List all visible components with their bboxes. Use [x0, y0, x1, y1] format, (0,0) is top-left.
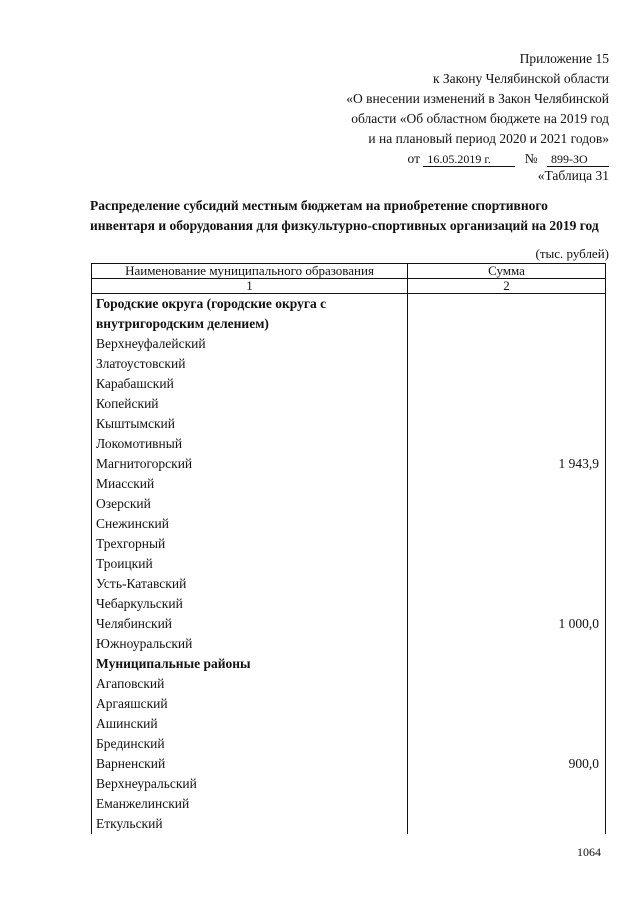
- subsidy-amount: [408, 774, 606, 794]
- document-title: Распределение субсидий местным бюджетам на приобретение спортивного инвентаря и оборудования для физкультурно-спортивных организаций на 2019 год: [90, 198, 599, 233]
- subsidy-amount: [408, 374, 606, 394]
- subsidy-amount: [408, 694, 606, 714]
- municipality-name: Челябинский: [92, 614, 408, 634]
- column-number-1: 1: [92, 279, 408, 294]
- subsidy-amount: [408, 814, 606, 834]
- subsidy-amount: [408, 494, 606, 514]
- table-row: [92, 514, 606, 534]
- subsidy-amount: [408, 394, 606, 414]
- subsidy-amount: [408, 334, 606, 354]
- table-row: [92, 574, 606, 594]
- subsidy-amount: [408, 674, 606, 694]
- table-row: [92, 374, 606, 394]
- municipality-name: Магнитогорский: [92, 454, 408, 474]
- subsidy-amount: [408, 294, 606, 335]
- municipality-name: Городские округа (городские округа с внутригородским делением): [92, 294, 408, 335]
- column-header-sum: Сумма: [408, 264, 606, 279]
- municipality-name: Усть-Катавский: [92, 574, 408, 594]
- number-value: 899-ЗО: [547, 152, 609, 167]
- number-label: №: [524, 151, 538, 166]
- subsidy-amount: [408, 434, 606, 454]
- table-row: [92, 754, 606, 774]
- table-row: [92, 794, 606, 814]
- municipality-name: Брединский: [92, 734, 408, 754]
- table-row: [92, 614, 606, 634]
- subsidy-amount: [408, 714, 606, 734]
- table-row: [92, 674, 606, 694]
- municipality-name: Снежинский: [92, 514, 408, 534]
- table-row: [92, 494, 606, 514]
- table-section-row: [92, 294, 606, 335]
- table-row: [92, 694, 606, 714]
- subsidy-amount: [408, 654, 606, 674]
- law-date-number-line: [408, 149, 610, 169]
- municipality-name: Кыштымский: [92, 414, 408, 434]
- municipality-name: Муниципальные районы: [92, 654, 408, 674]
- subsidy-amount: [408, 734, 606, 754]
- units-label: (тыс. рублей): [535, 246, 609, 261]
- table-section-row: [92, 654, 606, 674]
- municipality-name: Еманжелинский: [92, 794, 408, 814]
- table-body: [92, 294, 606, 835]
- subsidy-amount: [408, 474, 606, 494]
- subsidy-amount: 1 943,9: [408, 454, 606, 474]
- municipality-name: Озерский: [92, 494, 408, 514]
- table-row: [92, 594, 606, 614]
- subsidy-amount: [408, 594, 606, 614]
- subsidy-amount: [408, 554, 606, 574]
- date-label: от: [407, 151, 420, 166]
- municipality-name: Копейский: [92, 394, 408, 414]
- table-header-row: [92, 264, 606, 279]
- table-row: [92, 634, 606, 654]
- subsidy-amount: [408, 514, 606, 534]
- subsidy-amount: [408, 794, 606, 814]
- table-row: [92, 354, 606, 374]
- municipality-name: Карабашский: [92, 374, 408, 394]
- municipality-name: Миасский: [92, 474, 408, 494]
- municipality-name: Троицкий: [92, 554, 408, 574]
- date-value: 16.05.2019 г.: [423, 152, 515, 167]
- subsidy-amount: [408, 414, 606, 434]
- table-row: [92, 474, 606, 494]
- table-row: [92, 554, 606, 574]
- column-number-row: [92, 279, 606, 294]
- municipality-name: Ашинский: [92, 714, 408, 734]
- subsidy-table: [91, 263, 606, 834]
- table-row: [92, 414, 606, 434]
- law-reference: к Закону Челябинской области: [432, 71, 609, 86]
- subsidy-amount: [408, 534, 606, 554]
- subsidy-amount: 1 000,0: [408, 614, 606, 634]
- municipality-name: Златоустовский: [92, 354, 408, 374]
- column-header-name: Наименование муниципального образования: [92, 264, 408, 279]
- subsidy-amount: [408, 634, 606, 654]
- table-row: [92, 814, 606, 834]
- law-title-line-1: «О внесении изменений в Закон Челябинской: [346, 91, 609, 106]
- subsidy-amount: 900,0: [408, 754, 606, 774]
- table-row: [92, 714, 606, 734]
- page-number: 1064: [577, 845, 601, 859]
- table-row: [92, 394, 606, 414]
- table-row: [92, 434, 606, 454]
- municipality-name: Чебаркульский: [92, 594, 408, 614]
- table-reference: «Таблица 31: [537, 168, 609, 183]
- subsidy-amount: [408, 574, 606, 594]
- municipality-name: Локомотивный: [92, 434, 408, 454]
- law-title-line-3: и на плановый период 2020 и 2021 годов»: [368, 131, 609, 146]
- municipality-name: Верхнеуфалейский: [92, 334, 408, 354]
- table-row: [92, 734, 606, 754]
- law-title-line-2: области «Об областном бюджете на 2019 год: [351, 111, 609, 126]
- municipality-name: Верхнеуральский: [92, 774, 408, 794]
- table-row: [92, 454, 606, 474]
- municipality-name: Южноуральский: [92, 634, 408, 654]
- table-row: [92, 534, 606, 554]
- table-row: [92, 334, 606, 354]
- municipality-name: Аргаяшский: [92, 694, 408, 714]
- municipality-name: Агаповский: [92, 674, 408, 694]
- municipality-name: Трехгорный: [92, 534, 408, 554]
- column-number-2: 2: [408, 279, 606, 294]
- appendix-label: Приложение 15: [519, 51, 609, 66]
- table-row: [92, 774, 606, 794]
- municipality-name: Еткульский: [92, 814, 408, 834]
- municipality-name: Варненский: [92, 754, 408, 774]
- subsidy-amount: [408, 354, 606, 374]
